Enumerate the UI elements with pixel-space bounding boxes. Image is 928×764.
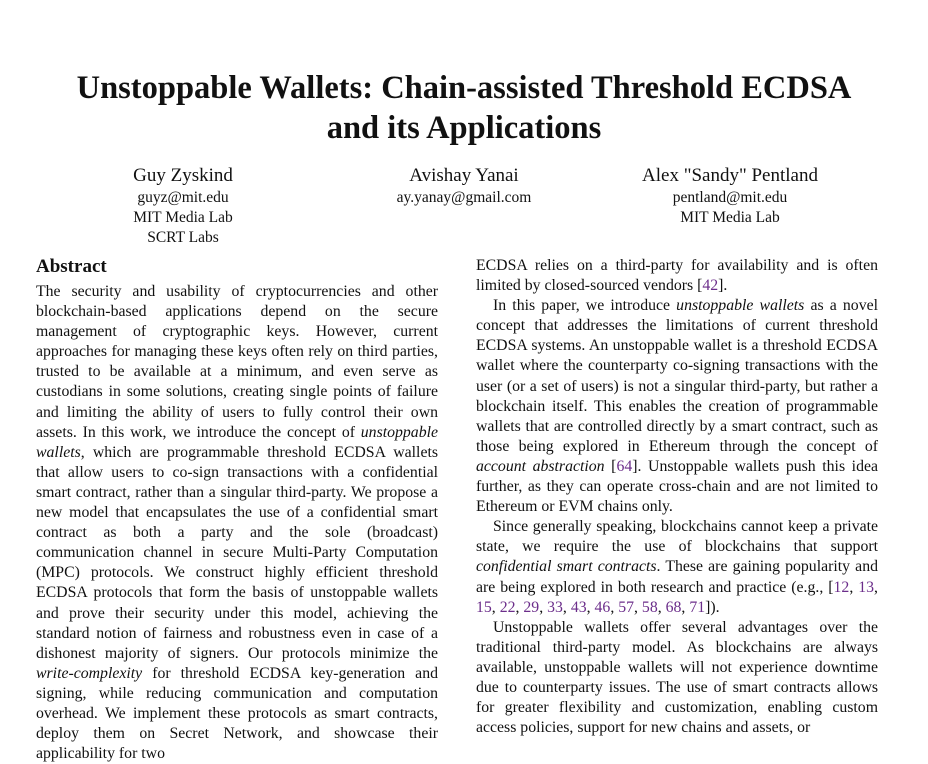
citation-link[interactable]: 22 xyxy=(499,598,516,616)
citation-separator: , xyxy=(515,598,524,616)
citation-separator: , xyxy=(874,578,878,596)
body-text: . These are gaining popularity and are being explored in both research and practice (e.g., [ xyxy=(476,558,878,596)
citation-link[interactable]: 68 xyxy=(665,598,682,616)
author-name: Avishay Yanai xyxy=(409,165,519,186)
citation-separator: , xyxy=(491,598,500,616)
body-emphasis: unstoppable wallets xyxy=(676,297,805,315)
citation-link[interactable]: 13 xyxy=(858,578,875,596)
author-email: guyz@mit.edu xyxy=(137,189,229,206)
body-paragraph: Unstoppable wallets offer several advantages over the traditional third-party model. As blockchains are always available, unstoppable wallets will not experience downtime due to counterparty issues. The use of smart contracts allows for greater flexibility and customization, enabling custom access policies, support for new chains and assets, or xyxy=(476,618,878,737)
citation-separator: , xyxy=(849,578,859,596)
citation-link[interactable]: 43 xyxy=(570,598,587,616)
paper-title: Unstoppable Wallets: Chain-assisted Threshold ECDSA and its Applications xyxy=(76,70,852,146)
citation-link[interactable]: 42 xyxy=(702,277,719,295)
body-text: [ xyxy=(604,457,617,475)
abstract-text-part: for threshold ECDSA key-generation and signing, while reducing communication and computation overhead. We implement these protocols as smart contracts, deploy them on Secret Network, and showcase their applicability for two xyxy=(36,664,438,763)
body-text: ]. Unstoppable wallets push this idea further, as they can operate cross-chain and are not limited to Ethereum or EVM chains only. xyxy=(476,457,878,516)
body-paragraph xyxy=(476,256,878,296)
citation-link[interactable]: 71 xyxy=(689,598,706,616)
body-emphasis: account abstraction xyxy=(476,457,605,475)
citation-link[interactable]: 15 xyxy=(476,598,492,616)
abstract-text xyxy=(36,282,438,764)
body-text: In this paper, we introduce xyxy=(493,297,677,315)
body-paragraph xyxy=(476,296,878,517)
citation-separator: , xyxy=(539,598,548,616)
abstract-emphasis: unstoppable wallets xyxy=(36,423,438,461)
citation-separator: , xyxy=(634,598,642,616)
citation-link[interactable]: 64 xyxy=(616,457,633,475)
left-column xyxy=(36,256,438,764)
citation-link[interactable]: 58 xyxy=(641,598,658,616)
citation-link[interactable]: 29 xyxy=(523,598,540,616)
author-name: Guy Zyskind xyxy=(133,165,233,186)
body-paragraph xyxy=(476,517,878,617)
body-text: ]. xyxy=(718,277,728,295)
abstract-text-part: , which are programmable threshold ECDSA wallets that allow users to co-sign transactions with a confidential smart contract, rather than a singular third-party. We propose a new model that encapsulates the use of a confidential smart contract as both a party and the sole (broadcast) communication channel in secure Multi-Party Computation (MPC) protocols. We construct highly efficient threshold ECDSA protocols that form the basis of unstoppable wallets and prove their security under this model, achieving the standard notion of fairness and robustness even in case of a dishonest majority of signers. Our protocols minimize the xyxy=(36,443,438,662)
body-emphasis: confidential smart contracts xyxy=(476,558,657,576)
author-block xyxy=(0,164,928,254)
body-text: ]). xyxy=(705,598,720,616)
abstract-heading: Abstract xyxy=(36,256,107,277)
right-column xyxy=(476,256,878,738)
body-text: as a novel concept that addresses the limitations of current threshold ECDSA systems. An unstoppable wallet is a threshold ECDSA wallet where the counterparty co-signing transactions with the user (or a set of users) is not a singular third-party, but rather a blockchain itself. This enables the creation of programmable wallets that are controlled directly by a smart contract, such as those being explored in Ethereum through the concept of xyxy=(476,297,879,455)
author-3 xyxy=(600,164,860,228)
author-email: pentland@mit.edu xyxy=(672,189,788,206)
citation-separator: , xyxy=(610,598,619,616)
citation-separator: , xyxy=(562,598,571,616)
citation-link[interactable]: 57 xyxy=(618,598,635,616)
citation-separator: , xyxy=(681,598,690,616)
abstract-text-part: The security and usability of cryptocurrencies and other blockchain-based applications depend on the secure management of cryptographic keys. However, current approaches for managing these keys often rely on third parties, trusted to be available at a minimum, and even serve as custodians in some solutions, creating single points of failure and limiting the ability of users to fully control their own assets. In this work, we introduce the concept of xyxy=(36,283,438,441)
citation-separator: , xyxy=(657,598,666,616)
author-affiliation: MIT Media Lab xyxy=(133,209,233,226)
author-2 xyxy=(334,164,594,208)
citation-link[interactable]: 46 xyxy=(594,598,611,616)
author-affiliation: MIT Media Lab xyxy=(680,209,780,226)
author-name: Alex "Sandy" Pentland xyxy=(642,165,818,186)
author-affiliation: SCRT Labs xyxy=(147,229,219,246)
body-text: Since generally speaking, blockchains cannot keep a private state, we require the use of blockchains that support xyxy=(476,518,878,556)
author-email: ay.yanay@gmail.com xyxy=(396,189,532,206)
citation-link[interactable]: 33 xyxy=(547,598,563,616)
citation-link[interactable]: 12 xyxy=(833,578,850,596)
citation-separator: , xyxy=(586,598,595,616)
author-1 xyxy=(53,164,313,248)
body-text: ECDSA relies on a third-party for availability and is often limited by closed-sourced vendors [ xyxy=(476,257,878,295)
abstract-emphasis: write-complexity xyxy=(36,664,143,682)
